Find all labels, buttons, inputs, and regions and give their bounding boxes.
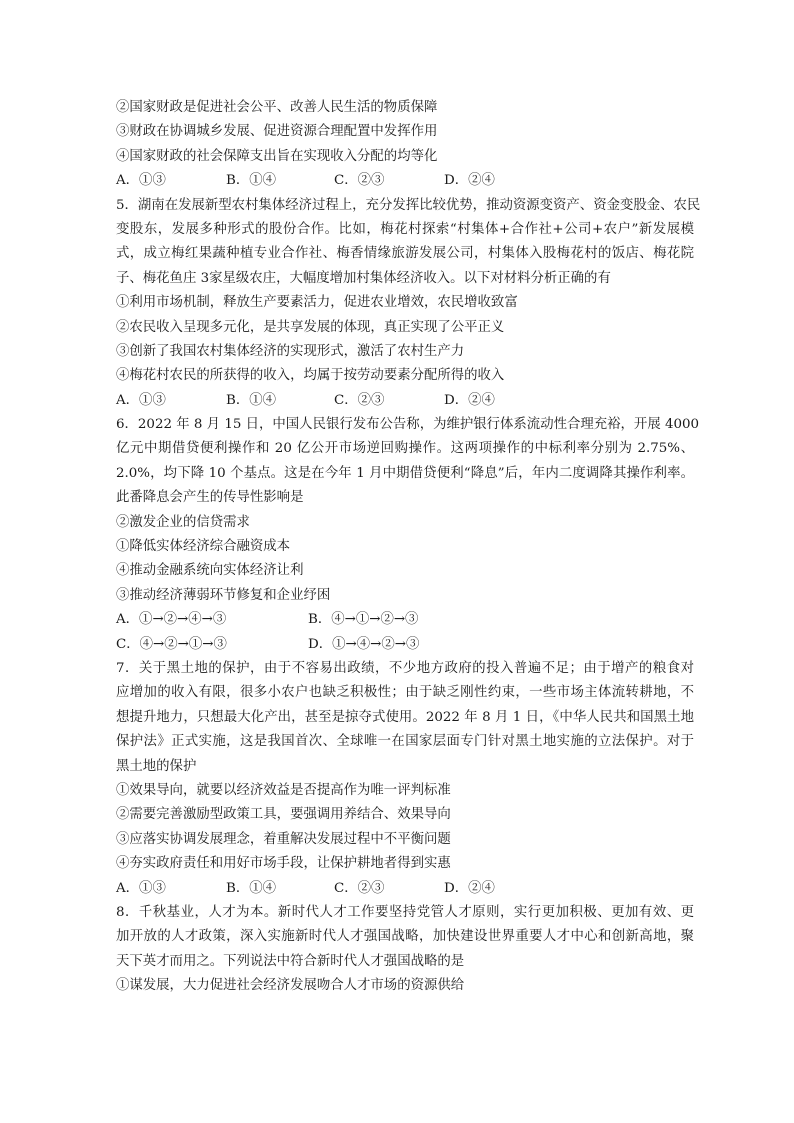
q5-stem (116, 194, 701, 292)
q4-statement-4: ④国家财政的社会保障支出旨在实现收入分配的均等化 (116, 148, 438, 164)
q5-statement-2: ②农民收入呈现多元化，是共享发展的体现，真正实现了公平正义 (116, 319, 505, 335)
q7-stem-line: 想提升地力，只想最大化产出，甚至是掠夺式使用。2022 年 8 月 1 日，《中华人民共和国黑土地 (116, 709, 694, 725)
q6-options-row-1 (116, 608, 694, 632)
q5-statement-1: ①利用市场机制，释放生产要素活力，促进农业增效，农民增收致富 (116, 295, 518, 311)
q8-stem-line: 8．千秋基业，人才为本。新时代人才工作要坚持党管人才原则，实行更加积极、更加有效、更 (116, 904, 694, 920)
q6-option-c[interactable]: C．④→②→①→③ (116, 636, 227, 652)
q6-options-row-2 (116, 633, 694, 657)
q7-statement-3: ③应落实协调发展理念，着重解决发展过程中不平衡问题 (116, 831, 451, 847)
q7-stem-line: 7．关于黑土地的保护，由于不容易出政绩，不少地方政府的投入普遍不足；由于增产的粮食对 (116, 660, 694, 676)
q4-options (116, 169, 694, 193)
q5-statement-4: ④梅花村农民的所获得的收入，均属于按劳动要素分配所得的收入 (116, 368, 505, 384)
q5-stem-line: 变股东，发展多种形式的股份合作。比如，梅花村探索“村集体+合作社+公司+农户”新发展模 (116, 221, 694, 237)
q7-option-a[interactable]: A．①③ (116, 880, 166, 896)
q7-option-b[interactable]: B．①④ (226, 880, 277, 896)
q6-stem-line: 6．2022 年 8 月 15 日，中国人民银行发布公告称，为维护银行体系流动性合理充裕，开展 4000 (116, 417, 700, 433)
q4-statement-2: ②国家财政是促进社会公平、改善人民生活的物质保障 (116, 100, 438, 115)
q6-option-a[interactable]: A．①→②→④→③ (116, 612, 227, 628)
q7-options (116, 877, 694, 901)
q7-stem-line: 黑土地的保护 (116, 758, 197, 774)
q7-stem-line: 应增加的收入有限，很多小农户也缺乏积极性；由于缺乏刚性约束，一些市场主体流转耕地，不 (116, 685, 694, 701)
q6-stem-line: 亿元中期借贷便利操作和 20 亿公开市场逆回购操作。这两项操作的中标利率分别为 2.75%、 (116, 441, 694, 457)
q6-statement-4: ④推动金融系统向实体经济让利 (116, 563, 304, 579)
q7-option-d[interactable]: D．②④ (444, 880, 495, 896)
q5-option-b[interactable]: B．①④ (226, 392, 277, 408)
q4-statement-3: ③财政在协调城乡发展、促进资源合理配置中发挥作用 (116, 124, 438, 140)
q5-options (116, 389, 694, 413)
q8-stem-line: 加开放的人才政策，深入实施新时代人才强国战略，加快建设世界重要人才中心和创新高地，聚 (116, 929, 694, 945)
q7-stem-line: 保护法》正式实施，这是我国首次、全球唯一在国家层面专门针对黑土地实施的立法保护。对于 (116, 734, 694, 750)
q5-stem-line: 式，成立梅红果蔬种植专业合作社、梅香情缘旅游发展公司，村集体入股梅花村的饭店、梅花院 (116, 246, 694, 262)
q6-stem (116, 413, 700, 511)
q8-stem-line: 天下英才而用之。下列说法中符合新时代人才强国战略的是 (116, 953, 465, 969)
q7-stem (116, 657, 694, 779)
q6-statement-2: ②激发企业的信贷需求 (116, 514, 250, 530)
page-content (116, 96, 701, 998)
q6-statement-1: ①降低实体经济综合融资成本 (116, 539, 291, 555)
q5-option-c[interactable]: C．②③ (334, 392, 385, 408)
q4-option-c[interactable]: C．②③ (334, 173, 385, 189)
q6-option-d[interactable]: D．①→④→②→③ (308, 636, 420, 652)
q7-statement-2: ②需要完善激励型政策工具，要强调用养结合、效果导向 (116, 807, 451, 823)
q7-option-c[interactable]: C．②③ (334, 880, 385, 896)
q5-statement-3: ③创新了我国农村集体经济的实现形式，激活了农村生产力 (116, 343, 465, 359)
q6-stem-line: 2.0%，均下降 10 个基点。这是在今年 1 月中期借贷便利“降息”后，年内二度调降其操作利率。 (116, 465, 694, 481)
q6-statement-3: ③推动经济薄弱环节修复和企业纾困 (116, 587, 331, 603)
q5-stem-line: 子、梅花鱼庄 3家星级农庄，大幅度增加村集体经济收入。以下对材料分析正确的有 (116, 270, 611, 286)
q8-statement-1: ①谋发展，大力促进社会经济发展吻合人才市场的资源供给 (116, 978, 465, 994)
q4-option-a[interactable]: A．①③ (116, 173, 166, 189)
q4-option-d[interactable]: D．②④ (444, 173, 495, 189)
q5-option-a[interactable]: A．①③ (116, 392, 166, 408)
q5-option-d[interactable]: D．②④ (444, 392, 495, 408)
q7-statement-4: ④夯实政府责任和用好市场手段，让保护耕地者得到实惠 (116, 856, 451, 872)
q5-stem-line: 5．湖南在发展新型农村集体经济过程上，充分发挥比较优势，推动资源变资产、资金变股金、农民 (116, 197, 701, 213)
q4-option-b[interactable]: B．①④ (226, 173, 277, 189)
q6-stem-line: 此番降息会产生的传导性影响是 (116, 490, 304, 506)
q7-statement-1: ①效果导向，就要以经济效益是否提高作为唯一评判标准 (116, 782, 451, 798)
q6-option-b[interactable]: B．④→①→②→③ (308, 612, 419, 628)
q8-stem (116, 901, 694, 974)
